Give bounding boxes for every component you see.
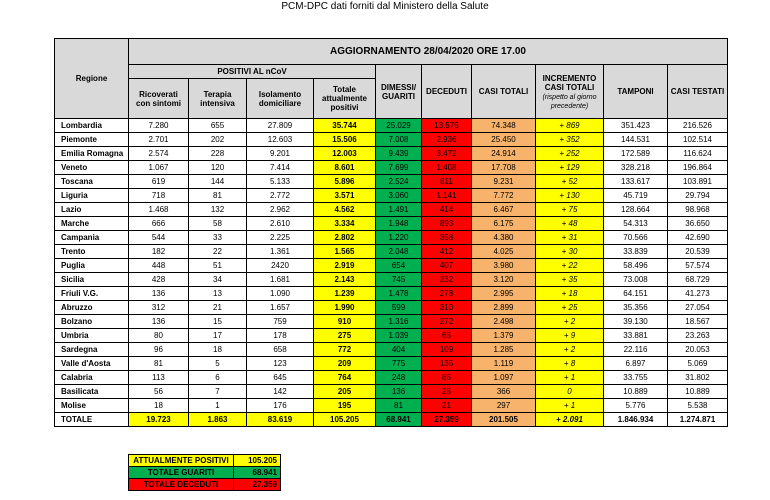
cell-casi-totali: 2.995 <box>472 287 536 301</box>
cell-casi-testati: 42.690 <box>668 231 728 245</box>
cell-tamponi: 70.566 <box>604 231 668 245</box>
header-regione: Regione <box>55 39 129 119</box>
cell-deceduti: 412 <box>422 245 472 259</box>
cell-regione: Umbria <box>55 329 129 343</box>
cell-isolamento: 7.414 <box>247 161 314 175</box>
cell-totale-positivi: 195 <box>314 399 376 413</box>
cell-casi-totali: 297 <box>472 399 536 413</box>
cell-casi-totali: 366 <box>472 385 536 399</box>
cell-dimessi: 1.491 <box>376 203 422 217</box>
cell-casi-totali: 3.980 <box>472 259 536 273</box>
cell-deceduti: 135 <box>422 357 472 371</box>
cell-dimessi: 2.524 <box>376 175 422 189</box>
table-row <box>55 273 728 287</box>
cell-terapia: 202 <box>189 133 247 147</box>
cell-deceduti: 27.359 <box>422 413 472 427</box>
cell-dimessi: 68.941 <box>376 413 422 427</box>
cell-regione: Sardegna <box>55 343 129 357</box>
table-row <box>55 343 728 357</box>
cell-tamponi: 73.008 <box>604 273 668 287</box>
cell-deceduti: 358 <box>422 231 472 245</box>
cell-incremento: + 1 <box>536 371 604 385</box>
header-terapia: Terapia intensiva <box>189 79 247 119</box>
cell-tamponi: 33.755 <box>604 371 668 385</box>
cell-terapia: 17 <box>189 329 247 343</box>
cell-dimessi: 654 <box>376 259 422 273</box>
cell-deceduti: 272 <box>422 315 472 329</box>
cell-isolamento: 759 <box>247 315 314 329</box>
header-ricoverati: Ricoverati con sintomi <box>129 79 189 119</box>
cell-incremento: 0 <box>536 385 604 399</box>
cell-totale-positivi: 3.571 <box>314 189 376 203</box>
cell-deceduti: 13.575 <box>422 119 472 133</box>
cell-casi-testati: 98.968 <box>668 203 728 217</box>
cell-totale-positivi: 15.506 <box>314 133 376 147</box>
cell-totale-positivi: 1.239 <box>314 287 376 301</box>
cell-regione: TOTALE <box>55 413 129 427</box>
table-row <box>55 245 728 259</box>
cell-terapia: 5 <box>189 357 247 371</box>
cell-regione: Abruzzo <box>55 301 129 315</box>
cell-casi-testati: 18.567 <box>668 315 728 329</box>
cell-tamponi: 33.839 <box>604 245 668 259</box>
cell-dimessi: 775 <box>376 357 422 371</box>
cell-tamponi: 22.116 <box>604 343 668 357</box>
table-row <box>55 315 728 329</box>
cell-regione: Trento <box>55 245 129 259</box>
cell-regione: Campania <box>55 231 129 245</box>
cell-terapia: 22 <box>189 245 247 259</box>
cell-dimessi: 404 <box>376 343 422 357</box>
cell-isolamento: 142 <box>247 385 314 399</box>
header-dimessi: DIMESSI/ GUARITI <box>376 65 422 119</box>
table-row <box>55 231 728 245</box>
table-row <box>55 301 728 315</box>
cell-incremento: + 52 <box>536 175 604 189</box>
summary-row <box>129 467 281 479</box>
cell-casi-testati: 216.526 <box>668 119 728 133</box>
cell-regione: Liguria <box>55 189 129 203</box>
cell-isolamento: 645 <box>247 371 314 385</box>
table-row <box>55 357 728 371</box>
cell-totale-positivi: 209 <box>314 357 376 371</box>
cell-casi-totali: 24.914 <box>472 147 536 161</box>
cell-terapia: 655 <box>189 119 247 133</box>
cell-casi-totali: 201.505 <box>472 413 536 427</box>
cell-incremento: + 1 <box>536 399 604 413</box>
cell-tamponi: 5.776 <box>604 399 668 413</box>
cell-tamponi: 133.617 <box>604 175 668 189</box>
cell-dimessi: 599 <box>376 301 422 315</box>
cell-dimessi: 1.478 <box>376 287 422 301</box>
cell-regione: Veneto <box>55 161 129 175</box>
cell-isolamento: 2.962 <box>247 203 314 217</box>
summary-label: ATTUALMENTE POSITIVI <box>129 455 234 467</box>
table-row <box>55 385 728 399</box>
cell-ricoverati: 1.468 <box>129 203 189 217</box>
cell-isolamento: 2.225 <box>247 231 314 245</box>
cell-isolamento: 5.133 <box>247 175 314 189</box>
cell-totale-positivi: 4.562 <box>314 203 376 217</box>
cell-deceduti: 109 <box>422 343 472 357</box>
cell-incremento: + 352 <box>536 133 604 147</box>
cell-tamponi: 54.313 <box>604 217 668 231</box>
cell-dimessi: 1.316 <box>376 315 422 329</box>
header-isolamento: Isolamento domiciliare <box>247 79 314 119</box>
cell-totale-positivi: 105.205 <box>314 413 376 427</box>
header-deceduti: DECEDUTI <box>422 65 472 119</box>
cell-dimessi: 2.048 <box>376 245 422 259</box>
cell-terapia: 120 <box>189 161 247 175</box>
cell-casi-totali: 2.498 <box>472 315 536 329</box>
cell-regione: Calabria <box>55 371 129 385</box>
table-row <box>55 399 728 413</box>
cell-regione: Marche <box>55 217 129 231</box>
total-row <box>55 413 728 427</box>
cell-regione: Lazio <box>55 203 129 217</box>
cell-deceduti: 1.141 <box>422 189 472 203</box>
cell-casi-totali: 17.708 <box>472 161 536 175</box>
cell-deceduti: 2.936 <box>422 133 472 147</box>
cell-terapia: 15 <box>189 315 247 329</box>
summary-row <box>129 455 281 467</box>
cell-ricoverati: 2.701 <box>129 133 189 147</box>
cell-casi-testati: 196.864 <box>668 161 728 175</box>
cell-casi-totali: 7.772 <box>472 189 536 203</box>
cell-dimessi: 81 <box>376 399 422 413</box>
cell-casi-totali: 6.467 <box>472 203 536 217</box>
cell-regione: Toscana <box>55 175 129 189</box>
cell-casi-testati: 20.053 <box>668 343 728 357</box>
summary-value: 105.205 <box>234 455 281 467</box>
cell-tamponi: 45.719 <box>604 189 668 203</box>
cell-deceduti: 25 <box>422 385 472 399</box>
cell-totale-positivi: 1.565 <box>314 245 376 259</box>
cell-casi-totali: 6.175 <box>472 217 536 231</box>
cell-casi-totali: 25.450 <box>472 133 536 147</box>
cell-terapia: 6 <box>189 371 247 385</box>
header-casi-testati: CASI TESTATI <box>668 65 728 119</box>
cell-isolamento: 9.201 <box>247 147 314 161</box>
cell-totale-positivi: 1.990 <box>314 301 376 315</box>
cell-incremento: + 2 <box>536 343 604 357</box>
cell-tamponi: 39.130 <box>604 315 668 329</box>
cell-isolamento: 123 <box>247 357 314 371</box>
cell-ricoverati: 80 <box>129 329 189 343</box>
cell-deceduti: 310 <box>422 301 472 315</box>
cell-terapia: 33 <box>189 231 247 245</box>
summary-label: TOTALE GUARITI <box>129 467 234 479</box>
cell-incremento: + 9 <box>536 329 604 343</box>
cell-casi-testati: 57.574 <box>668 259 728 273</box>
table-row <box>55 259 728 273</box>
cell-dimessi: 1.948 <box>376 217 422 231</box>
cell-totale-positivi: 2.802 <box>314 231 376 245</box>
cell-ricoverati: 18 <box>129 399 189 413</box>
cell-ricoverati: 428 <box>129 273 189 287</box>
cell-dimessi: 248 <box>376 371 422 385</box>
cell-regione: Basilicata <box>55 385 129 399</box>
cell-ricoverati: 619 <box>129 175 189 189</box>
cell-casi-testati: 29.794 <box>668 189 728 203</box>
cell-incremento: + 30 <box>536 245 604 259</box>
cell-incremento: + 31 <box>536 231 604 245</box>
cell-isolamento: 1.657 <box>247 301 314 315</box>
cell-casi-testati: 41.273 <box>668 287 728 301</box>
cell-incremento: + 8 <box>536 357 604 371</box>
cell-dimessi: 7.699 <box>376 161 422 175</box>
cell-totale-positivi: 2.143 <box>314 273 376 287</box>
header-tamponi: TAMPONI <box>604 65 668 119</box>
table-row <box>55 287 728 301</box>
cell-casi-totali: 1.285 <box>472 343 536 357</box>
cell-terapia: 51 <box>189 259 247 273</box>
cell-casi-testati: 5.538 <box>668 399 728 413</box>
cell-regione: Valle d'Aosta <box>55 357 129 371</box>
summary-label: TOTALE DECEDUTI <box>129 479 234 491</box>
table-row <box>55 371 728 385</box>
cell-deceduti: 407 <box>422 259 472 273</box>
cell-terapia: 1 <box>189 399 247 413</box>
cell-ricoverati: 2.574 <box>129 147 189 161</box>
cell-isolamento: 1.361 <box>247 245 314 259</box>
cell-incremento: + 22 <box>536 259 604 273</box>
cell-ricoverati: 136 <box>129 315 189 329</box>
cell-totale-positivi: 3.334 <box>314 217 376 231</box>
cell-incremento: + 130 <box>536 189 604 203</box>
cell-tamponi: 172.589 <box>604 147 668 161</box>
cell-ricoverati: 666 <box>129 217 189 231</box>
cell-dimessi: 1.220 <box>376 231 422 245</box>
cell-incremento: + 2 <box>536 315 604 329</box>
cell-ricoverati: 718 <box>129 189 189 203</box>
cell-totale-positivi: 8.601 <box>314 161 376 175</box>
cell-deceduti: 3.472 <box>422 147 472 161</box>
cell-casi-testati: 36.650 <box>668 217 728 231</box>
cell-casi-totali: 4.025 <box>472 245 536 259</box>
cell-terapia: 228 <box>189 147 247 161</box>
cell-casi-testati: 20.539 <box>668 245 728 259</box>
cell-tamponi: 10.889 <box>604 385 668 399</box>
cell-isolamento: 176 <box>247 399 314 413</box>
cell-tamponi: 58.496 <box>604 259 668 273</box>
cell-casi-totali: 1.097 <box>472 371 536 385</box>
cell-casi-totali: 1.379 <box>472 329 536 343</box>
cell-tamponi: 144.531 <box>604 133 668 147</box>
cell-incremento: + 18 <box>536 287 604 301</box>
cell-tamponi: 33.881 <box>604 329 668 343</box>
cell-dimessi: 9.439 <box>376 147 422 161</box>
cell-dimessi: 3.060 <box>376 189 422 203</box>
cell-deceduti: 893 <box>422 217 472 231</box>
table-row <box>55 175 728 189</box>
cell-dimessi: 136 <box>376 385 422 399</box>
cell-tamponi: 328.218 <box>604 161 668 175</box>
incremento-label: INCREMENTO CASI TOTALI <box>542 73 597 92</box>
cell-totale-positivi: 35.744 <box>314 119 376 133</box>
cell-casi-totali: 4.380 <box>472 231 536 245</box>
header-positivi: POSITIVI AL nCoV <box>129 65 376 79</box>
cell-isolamento: 178 <box>247 329 314 343</box>
cell-incremento: + 129 <box>536 161 604 175</box>
summary-value: 27.359 <box>234 479 281 491</box>
cell-incremento: + 869 <box>536 119 604 133</box>
cell-tamponi: 351.423 <box>604 119 668 133</box>
cell-ricoverati: 19.723 <box>129 413 189 427</box>
cell-ricoverati: 448 <box>129 259 189 273</box>
cell-casi-testati: 102.514 <box>668 133 728 147</box>
header-totale-positivi: Totale attualmente positivi <box>314 79 376 119</box>
cell-ricoverati: 81 <box>129 357 189 371</box>
cell-terapia: 21 <box>189 301 247 315</box>
cell-incremento: + 48 <box>536 217 604 231</box>
cell-deceduti: 21 <box>422 399 472 413</box>
cell-ricoverati: 136 <box>129 287 189 301</box>
table-row <box>55 161 728 175</box>
cell-isolamento: 1.681 <box>247 273 314 287</box>
cell-terapia: 34 <box>189 273 247 287</box>
cell-regione: Lombardia <box>55 119 129 133</box>
cell-tamponi: 6.897 <box>604 357 668 371</box>
cell-isolamento: 2.610 <box>247 217 314 231</box>
cell-dimessi: 25.029 <box>376 119 422 133</box>
cell-totale-positivi: 5.896 <box>314 175 376 189</box>
cell-casi-testati: 1.274.871 <box>668 413 728 427</box>
cell-casi-totali: 3.120 <box>472 273 536 287</box>
cell-regione: Bolzano <box>55 315 129 329</box>
cell-terapia: 7 <box>189 385 247 399</box>
cell-ricoverati: 56 <box>129 385 189 399</box>
table-row <box>55 203 728 217</box>
cell-ricoverati: 1.067 <box>129 161 189 175</box>
cell-deceduti: 278 <box>422 287 472 301</box>
cell-deceduti: 232 <box>422 273 472 287</box>
cell-casi-testati: 31.802 <box>668 371 728 385</box>
summary-value: 68.941 <box>234 467 281 479</box>
cell-isolamento: 83.619 <box>247 413 314 427</box>
source-caption: PCM-DPC dati forniti dal Ministero della Salute <box>281 1 489 12</box>
cell-regione: Sicilia <box>55 273 129 287</box>
table-row <box>55 119 728 133</box>
cell-ricoverati: 312 <box>129 301 189 315</box>
cell-terapia: 132 <box>189 203 247 217</box>
cell-terapia: 58 <box>189 217 247 231</box>
cell-isolamento: 1.090 <box>247 287 314 301</box>
cell-casi-testati: 10.889 <box>668 385 728 399</box>
cell-casi-totali: 9.231 <box>472 175 536 189</box>
cell-casi-testati: 116.624 <box>668 147 728 161</box>
header-incremento <box>536 65 604 119</box>
cell-tamponi: 128.664 <box>604 203 668 217</box>
cell-isolamento: 658 <box>247 343 314 357</box>
cell-totale-positivi: 205 <box>314 385 376 399</box>
cell-tamponi: 64.151 <box>604 287 668 301</box>
cell-tamponi: 35.356 <box>604 301 668 315</box>
cell-incremento: + 2.091 <box>536 413 604 427</box>
incremento-sublabel: (rispetto al giorno precedente) <box>542 93 597 110</box>
cell-casi-testati: 5.069 <box>668 357 728 371</box>
table-row <box>55 189 728 203</box>
cell-casi-totali: 74.348 <box>472 119 536 133</box>
cell-terapia: 81 <box>189 189 247 203</box>
cell-terapia: 1.863 <box>189 413 247 427</box>
cell-regione: Piemonte <box>55 133 129 147</box>
cell-terapia: 144 <box>189 175 247 189</box>
cell-terapia: 13 <box>189 287 247 301</box>
table-row <box>55 133 728 147</box>
cell-ricoverati: 182 <box>129 245 189 259</box>
cell-dimessi: 745 <box>376 273 422 287</box>
cell-incremento: + 75 <box>536 203 604 217</box>
cell-casi-testati: 68.729 <box>668 273 728 287</box>
cell-ricoverati: 113 <box>129 371 189 385</box>
cell-deceduti: 65 <box>422 329 472 343</box>
cell-isolamento: 12.603 <box>247 133 314 147</box>
cell-dimessi: 7.008 <box>376 133 422 147</box>
cell-casi-testati: 23.263 <box>668 329 728 343</box>
update-title: AGGIORNAMENTO 28/04/2020 ORE 17.00 <box>129 39 728 65</box>
table-row <box>55 217 728 231</box>
cell-regione: Friuli V.G. <box>55 287 129 301</box>
cell-totale-positivi: 12.003 <box>314 147 376 161</box>
cell-deceduti: 811 <box>422 175 472 189</box>
cell-incremento: + 252 <box>536 147 604 161</box>
summary-row <box>129 479 281 491</box>
cell-regione: Emilia Romagna <box>55 147 129 161</box>
cell-isolamento: 2420 <box>247 259 314 273</box>
cell-ricoverati: 544 <box>129 231 189 245</box>
cell-isolamento: 27.809 <box>247 119 314 133</box>
cell-regione: Molise <box>55 399 129 413</box>
cell-tamponi: 1.846.934 <box>604 413 668 427</box>
cell-deceduti: 414 <box>422 203 472 217</box>
cell-deceduti: 85 <box>422 371 472 385</box>
cell-incremento: + 25 <box>536 301 604 315</box>
cell-ricoverati: 96 <box>129 343 189 357</box>
cell-regione: Puglia <box>55 259 129 273</box>
cell-terapia: 18 <box>189 343 247 357</box>
table-row <box>55 147 728 161</box>
cell-totale-positivi: 772 <box>314 343 376 357</box>
cell-casi-testati: 103.891 <box>668 175 728 189</box>
cell-dimessi: 1.039 <box>376 329 422 343</box>
cell-totale-positivi: 275 <box>314 329 376 343</box>
cell-isolamento: 2.772 <box>247 189 314 203</box>
cell-incremento: + 35 <box>536 273 604 287</box>
cell-casi-totali: 1.119 <box>472 357 536 371</box>
cell-deceduti: 1.408 <box>422 161 472 175</box>
summary-table <box>128 454 281 491</box>
header-casi-totali: CASI TOTALI <box>472 65 536 119</box>
cell-casi-testati: 27.054 <box>668 301 728 315</box>
table-body <box>55 119 728 427</box>
cell-totale-positivi: 764 <box>314 371 376 385</box>
covid-table <box>54 38 728 427</box>
cell-totale-positivi: 910 <box>314 315 376 329</box>
cell-ricoverati: 7.280 <box>129 119 189 133</box>
table-row <box>55 329 728 343</box>
cell-totale-positivi: 2.919 <box>314 259 376 273</box>
cell-casi-totali: 2.899 <box>472 301 536 315</box>
